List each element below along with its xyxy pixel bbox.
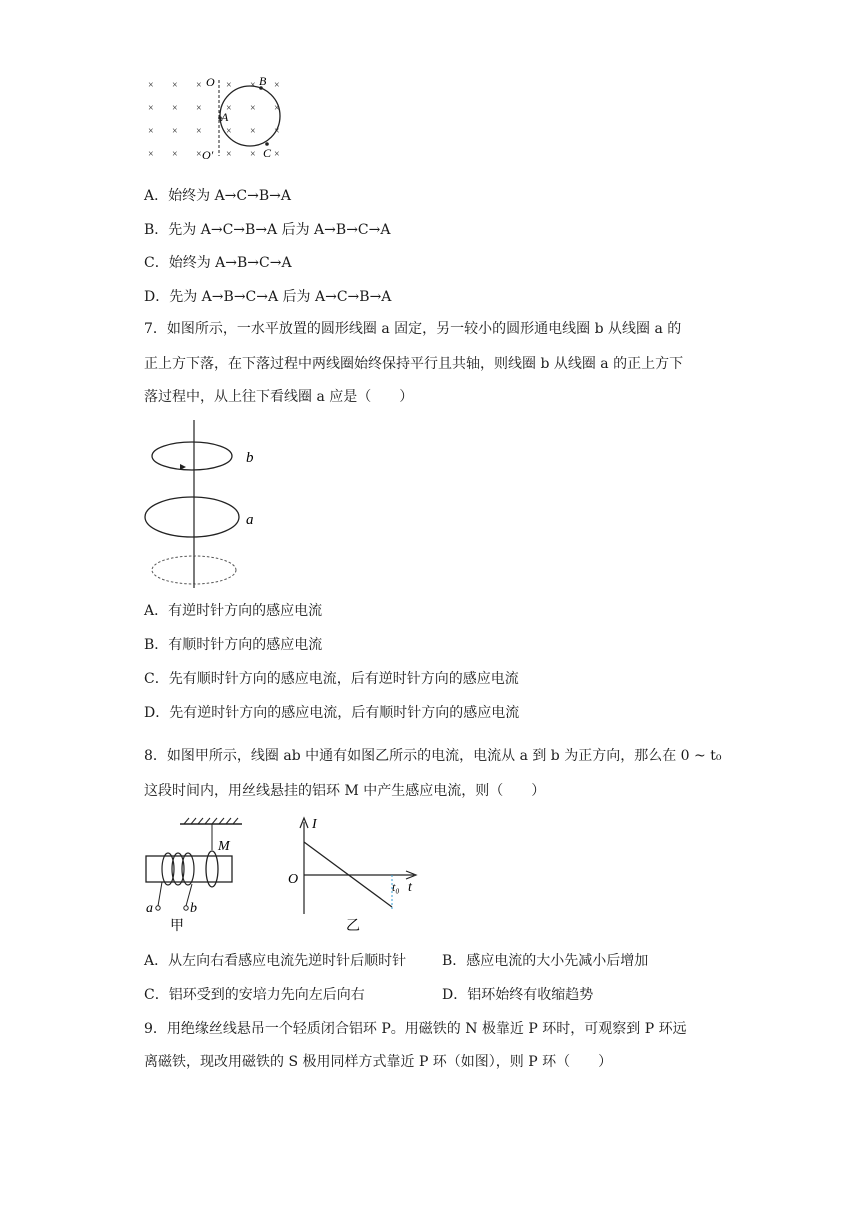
label-origin: O xyxy=(288,872,299,887)
svg-text:×: × xyxy=(148,149,154,160)
svg-text:×: × xyxy=(148,103,154,114)
label-a: A xyxy=(221,110,229,124)
ring-circle xyxy=(220,86,280,146)
label-i: I xyxy=(312,817,317,832)
label-coil-a: a xyxy=(246,512,254,528)
q8-option-c: C．铝环受到的安培力先向左后向右 xyxy=(144,987,365,1003)
q8-option-b: B．感应电流的大小先减小后增加 xyxy=(442,953,649,969)
q6-option-d: D．先为 A→B→C→A 后为 A→C→B→A xyxy=(144,289,392,305)
svg-text:×: × xyxy=(172,126,178,137)
svg-text:×: × xyxy=(148,80,154,91)
q7-option-b: B．有顺时针方向的感应电流 xyxy=(144,637,323,653)
label-m: M xyxy=(218,839,230,854)
q8-stem-line1: 8．如图甲所示，线圈 ab 中通有如图乙所示的电流，电流从 a 到 b 为正方向，那么在 0 ~ t₀ xyxy=(144,748,722,764)
label-t: t xyxy=(408,880,412,895)
svg-text:×: × xyxy=(226,149,232,160)
terminal-b xyxy=(184,906,188,910)
q8-option-d: D．铝环始终有收缩趋势 xyxy=(442,987,594,1003)
q8-stem-line2: 这段时间内，用丝线悬挂的铝环 M 中产生感应电流，则（ ） xyxy=(144,783,546,799)
svg-text:×: × xyxy=(226,80,232,91)
q9-stem-line1: 9．用绝缘丝线悬吊一个轻质闭合铝环 P。用磁铁的 N 极靠近 P 环时，可观察到 P 环远 xyxy=(144,1021,687,1037)
svg-text:×: × xyxy=(274,126,280,137)
coil-windings xyxy=(162,853,194,885)
svg-text:×: × xyxy=(250,149,256,160)
svg-text:×: × xyxy=(250,80,256,91)
caption-jia: 甲 xyxy=(170,919,184,934)
svg-text:×: × xyxy=(226,126,232,137)
svg-text:×: × xyxy=(172,103,178,114)
svg-text:×: × xyxy=(250,126,256,137)
label-terminal-a: a xyxy=(146,901,153,916)
label-coil-b: b xyxy=(246,450,254,466)
label-o-bottom: O′ xyxy=(202,148,214,162)
svg-text:×: × xyxy=(274,80,280,91)
q8-figure-yi xyxy=(284,814,424,934)
label-b: B xyxy=(259,74,267,88)
svg-text:×: × xyxy=(196,103,202,114)
caption-yi: 乙 xyxy=(346,919,360,934)
q7-option-c: C．先有顺时针方向的感应电流，后有逆时针方向的感应电流 xyxy=(144,671,519,687)
svg-text:×: × xyxy=(172,149,178,160)
svg-text:×: × xyxy=(274,103,280,114)
svg-text:×: × xyxy=(172,80,178,91)
svg-text:×: × xyxy=(148,126,154,137)
q6-option-b: B．先为 A→C→B→A 后为 A→B→C→A xyxy=(144,222,391,238)
q7-coils-figure xyxy=(140,416,270,591)
q6-magnetic-field-figure xyxy=(140,72,300,162)
q6-option-a: A．始终为 A→C→B→A xyxy=(144,188,291,204)
q9-stem-line2: 离磁铁，现改用磁铁的 S 极用同样方式靠近 P 环（如图），则 P 环（ ） xyxy=(144,1054,613,1070)
q7-stem-line3: 落过程中，从上往下看线圈 a 应是（ ） xyxy=(144,389,414,405)
field-cross-marks xyxy=(148,80,280,160)
iron-core xyxy=(146,856,232,882)
q8-figure-jia xyxy=(140,814,260,934)
label-t0: t₀ xyxy=(392,880,400,894)
label-c: C xyxy=(263,146,272,160)
svg-text:×: × xyxy=(250,103,256,114)
label-terminal-b: b xyxy=(190,901,197,916)
svg-text:×: × xyxy=(274,149,280,160)
coil-b xyxy=(152,442,232,470)
label-o-top: O xyxy=(206,75,215,89)
q8-option-a: A．从左向右看感应电流先逆时针后顺时针 xyxy=(144,953,407,969)
q6-option-c: C．始终为 A→B→C→A xyxy=(144,255,292,271)
q7-option-d: D．先有逆时针方向的感应电流，后有顺时针方向的感应电流 xyxy=(144,705,520,721)
svg-text:×: × xyxy=(196,149,202,160)
q7-stem-line1: 7．如图所示，一水平放置的圆形线圈 a 固定，另一较小的圆形通电线圈 b 从线圈 a 的 xyxy=(144,321,682,337)
q7-stem-line2: 正上方下落，在下落过程中两线圈始终保持平行且共轴，则线圈 b 从线圈 a 的正上方下 xyxy=(144,356,684,372)
coil-a xyxy=(145,497,239,537)
q7-option-a: A．有逆时针方向的感应电流 xyxy=(144,603,323,619)
svg-text:×: × xyxy=(226,103,232,114)
terminal-a xyxy=(156,906,160,910)
svg-text:×: × xyxy=(196,80,202,91)
svg-text:×: × xyxy=(196,126,202,137)
